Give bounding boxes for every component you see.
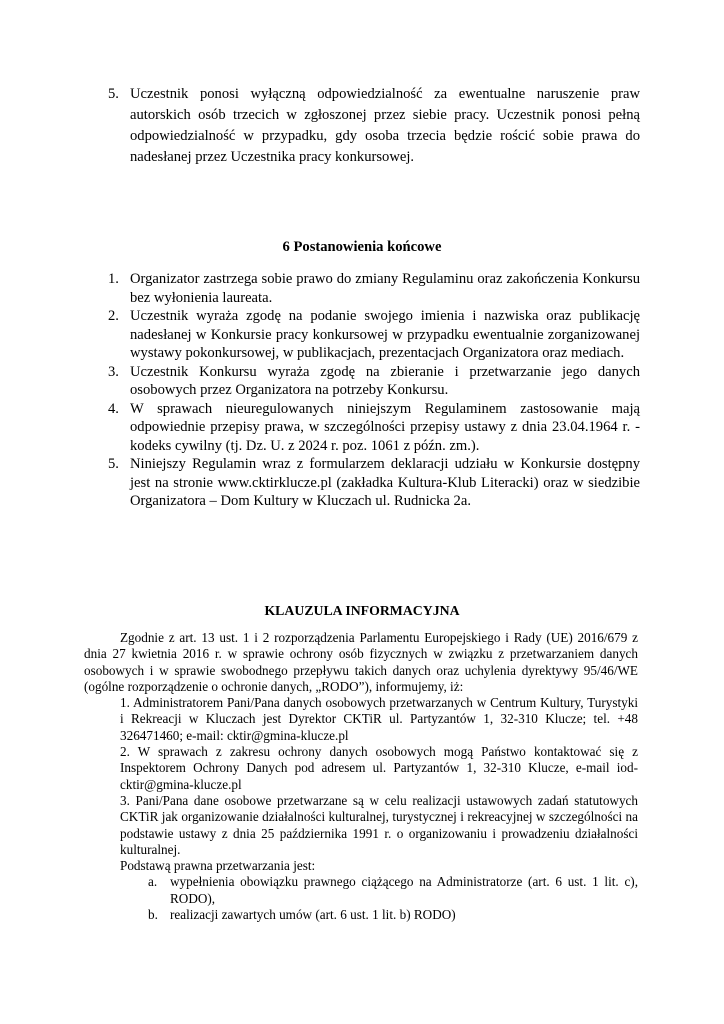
legal-basis-list	[148, 874, 638, 923]
clause-heading: KLAUZULA INFORMACYJNA	[264, 603, 460, 618]
clause-point: 1. Administratorem Pani/Pana danych osobowych przetwarzanych w Centrum Kultury, Turystyki i Rekreacji w Kluczach jest Dyrektor CKTiR ul. Partyzantów 1, 32-310 Klucze; tel. +48 326471460; e-mail: cktir@gmina-klucze.pl	[120, 695, 638, 743]
information-clause	[84, 630, 638, 923]
final-provisions-list	[108, 270, 640, 511]
item-text: Uczestnik wyraża zgodę na podanie swojego imienia i nazwiska oraz publikację nadesłanej w Konkursie pracy konkursowej w przypadku ewentualnie zorganizowanej wystawy pokonkursowej, w publikacjach, prezentacjach Organizatora oraz mediach.	[130, 308, 640, 361]
item-number: 1.	[108, 271, 119, 287]
item-text: W sprawach nieuregulowanych niniejszym Regulaminem zastosowanie mają odpowiednie przepisy prawa, w szczególności przepisy ustawy z dnia 23.04.1964 r. - kodeks cywilny (tj. Dz. U. z 2024 r. poz. 1061 z późn. zm.).	[130, 400, 640, 454]
list-item	[148, 907, 638, 923]
item-number: 2.	[108, 308, 119, 324]
item-text: Organizator zastrzega sobie prawo do zmiany Regulaminu oraz zakończenia Konkursu bez wyłonienia laureata.	[130, 271, 640, 306]
item-letter: b.	[148, 907, 158, 923]
list-item	[108, 400, 640, 456]
item-text: Niniejszy Regulamin wraz z formularzem deklaracji udziału w Konkursie dostępny jest na stronie www.cktirklucze.pl (zakładka Kultura-Klub Literacki) oraz w siedzibie Organizatora – Dom Kultury w Kluczach ul. Rudnicka 2a.	[130, 456, 640, 509]
item-text: Uczestnik ponosi wyłączną odpowiedzialność za ewentualne naruszenie praw autorskich osób trzecich w zgłoszonej przez siebie pracy. Uczestnik ponosi pełną odpowiedzialność w przypadku, gdy osoba trzecia będzie rościć sobie prawa do nadesłanej przez Uczestnika pracy konkursowej.	[130, 86, 640, 165]
list-item	[148, 874, 638, 907]
item-text: wypełnienia obowiązku prawnego ciążącego na Administratorze (art. 6 ust. 1 lit. c), RODO),	[170, 874, 638, 906]
list-item	[108, 270, 640, 307]
item-letter: a.	[148, 874, 158, 890]
clause-intro: Zgodnie z art. 13 ust. 1 i 2 rozporządzenia Parlamentu Europejskiego i Rady (UE) 2016/679 z dnia 27 kwietnia 2016 r. w sprawie ochrony osób fizycznych w związku z przetwarzaniem danych osobowych i w sprawie swobodnego przepływu takich danych oraz uchylenia dyrektywy 95/46/WE (ogólne rozporządzenie o ochronie danych, „RODO”), informujemy, iż:	[84, 630, 638, 694]
item-text: realizacji zawartych umów (art. 6 ust. 1 lit. b) RODO)	[170, 907, 456, 923]
list-item	[108, 84, 640, 168]
item-number: 5.	[108, 456, 119, 472]
list-item	[108, 307, 640, 363]
section-heading: 6 Postanowienia końcowe	[282, 239, 442, 255]
clause-point: 2. W sprawach z zakresu ochrony danych osobowych mogą Państwo kontaktować się z Inspektorem Ochrony Danych pod adresem ul. Partyzantów 1, 32-310 Klucze, e-mail iod-cktir@gmina-klucze.pl	[120, 744, 638, 792]
item-number: 3.	[108, 363, 119, 380]
list-item	[108, 455, 640, 511]
item-number: 4.	[108, 400, 119, 417]
legal-basis-label: Podstawą prawna przetwarzania jest:	[120, 858, 316, 874]
item-text: Uczestnik Konkursu wyraża zgodę na zbieranie i przetwarzanie jego danych osobowych przez Organizatora na potrzeby Konkursu.	[130, 363, 640, 398]
list-item	[108, 363, 640, 400]
item-number: 5.	[108, 86, 119, 102]
clause-point: 3. Pani/Pana dane osobowe przetwarzane są w celu realizacji ustawowych zadań statutowych CKTiR jak organizowanie działalności kulturalnej, turystycznej i rekreacyjnej w szczególności na podstawie ustawy z dnia 25 października 1991 r. o organizowaniu i prowadzeniu działalności kulturalnej.	[120, 792, 638, 857]
liability-list	[108, 84, 640, 168]
